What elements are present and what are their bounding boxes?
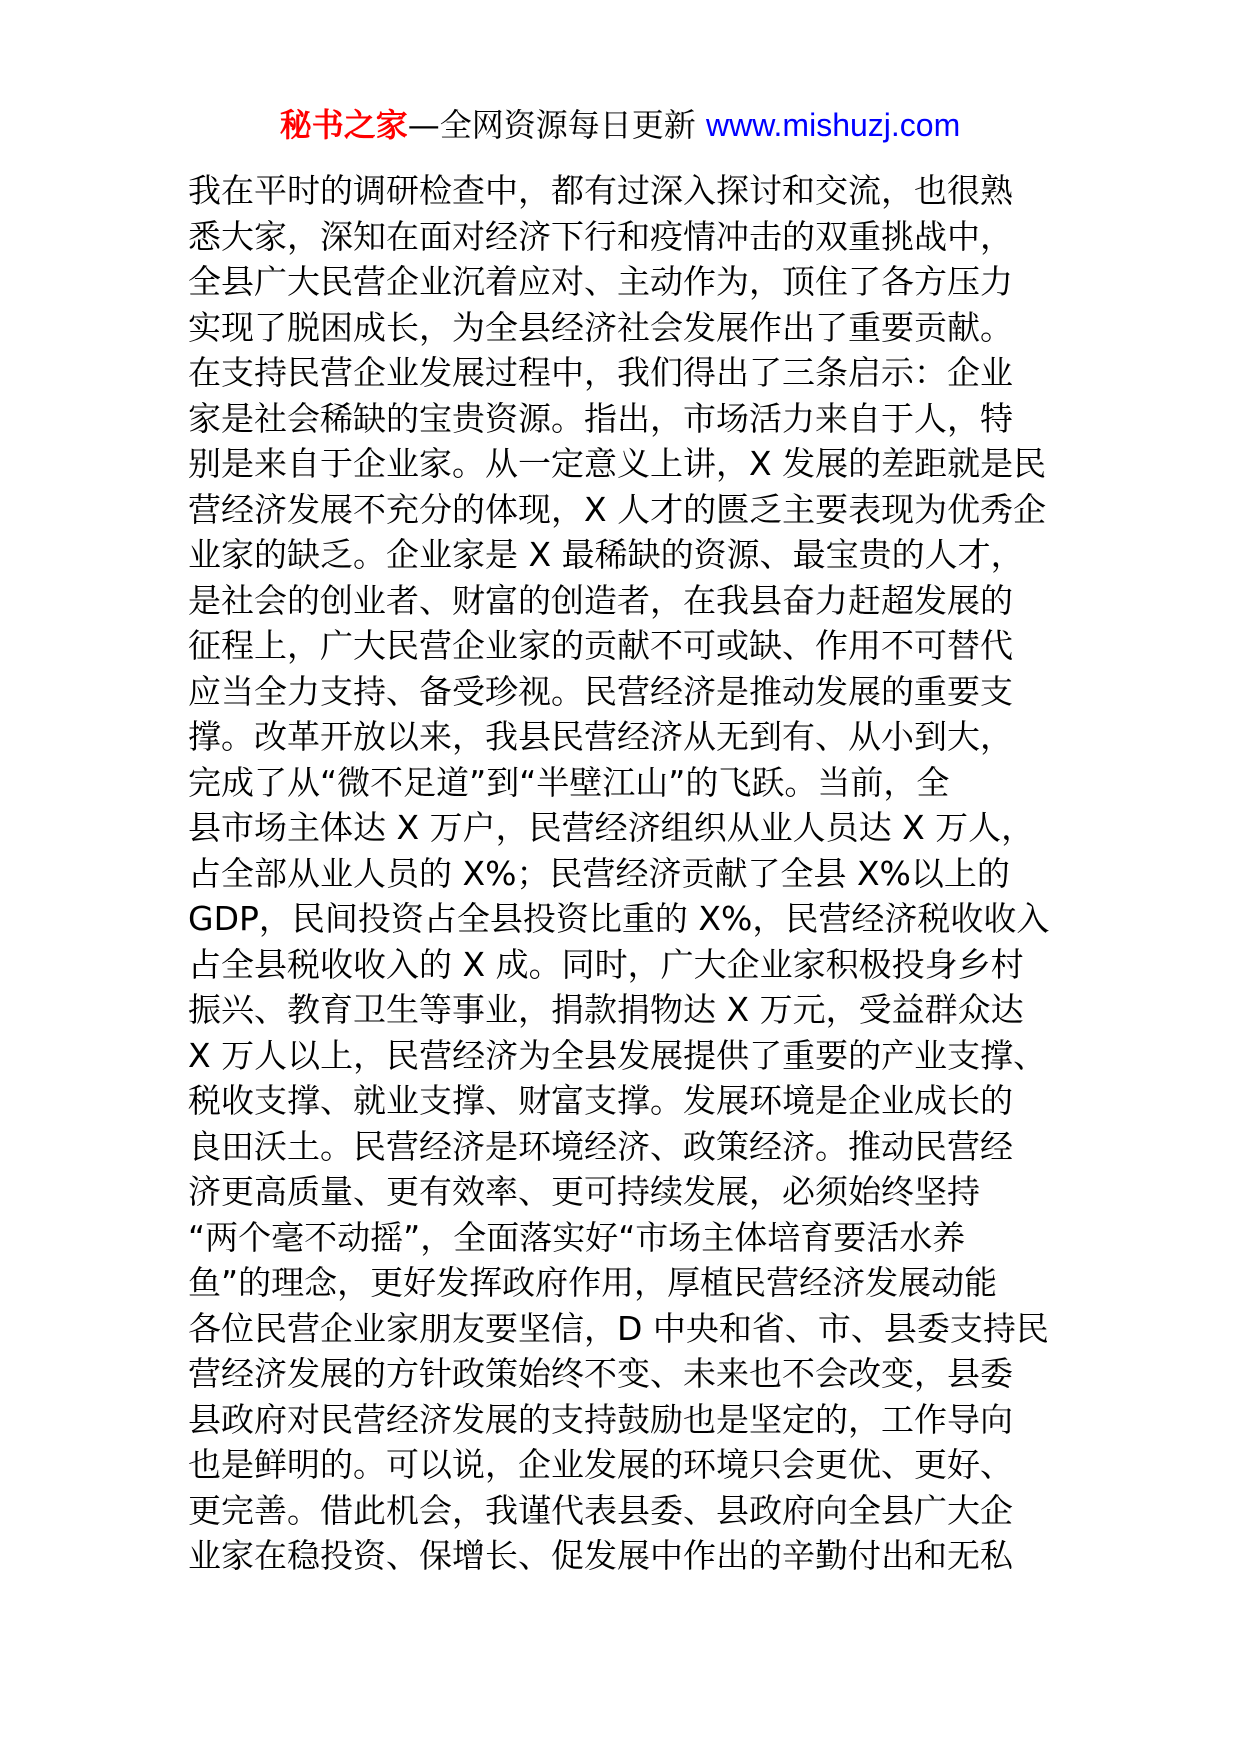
paragraph-line: 振兴、教育卫生等事业，捐款捐物达 X 万元，受益群众达 <box>188 990 1024 1029</box>
paragraph-line: 全县广大民营企业沉着应对、主动作为，顶住了各方压力 <box>188 262 1013 301</box>
paragraph-line: 是社会的创业者、财富的创造者，在我县奋力赶超发展的 <box>188 580 1013 620</box>
brand-name: 秘书之家 <box>279 106 408 144</box>
paragraph-line: 良田沃土。民营经济是环境经济、政策经济。推动民营经 <box>188 1126 1013 1166</box>
paragraph-line: GDP，民间投资占全县投资比重的 X%，民营经济税收收入 <box>188 899 1050 938</box>
paragraph-line: 业家的缺乏。企业家是 X 最稀缺的资源、最宝贵的人才， <box>188 535 1024 574</box>
paragraph-line: 在支持民营企业发展过程中，我们得出了三条启示：企业 <box>188 353 1013 392</box>
paragraph-line: 营经济发展的方针政策始终不变、未来也不会改变，县委 <box>188 1354 1013 1393</box>
paragraph-line: 县市场主体达 X 万户，民营经济组织从业人员达 X 万人， <box>188 808 1035 847</box>
paragraph-line: 也是鲜明的。可以说，企业发展的环境只会更优、更好、 <box>188 1445 1013 1484</box>
paragraph-line: 实现了脱困成长，为全县经济社会发展作出了重要贡献。 <box>188 307 1013 347</box>
paragraph-line: 济更高质量、更有效率、更可持续发展，必须始终坚持 <box>188 1172 980 1211</box>
paragraph-line: 各位民营企业家朋友要坚信，D 中央和省、市、县委支持民 <box>188 1308 1049 1348</box>
paragraph-line: 家是社会稀缺的宝贵资源。指出，市场活力来自于人，特 <box>188 398 1013 438</box>
paragraph-line: 征程上，广大民营企业家的贡献不可或缺、作用不可替代 <box>188 626 1013 665</box>
paragraph-line: X 万人以上，民营经济为全县发展提供了重要的产业支撑、 <box>188 1035 1047 1075</box>
page-header <box>0 102 1240 148</box>
paragraph-line: “两个毫不动摇”，全面落实好“市场主体培育要活水养 <box>188 1217 966 1257</box>
paragraph-line: 业家在稳投资、保增长、促发展中作出的辛勤付出和无私 <box>188 1536 1013 1575</box>
paragraph-line: 税收支撑、就业支撑、财富支撑。发展环境是企业成长的 <box>188 1081 1013 1120</box>
paragraph-line: 县政府对民营经济发展的支持鼓励也是坚定的，工作导向 <box>188 1399 1013 1439</box>
paragraph-line: 完成了从“微不足道”到“半壁江山”的飞跃。当前，全 <box>188 762 950 802</box>
paragraph-line: 占全县税收收入的 X 成。同时，广大企业家积极投身乡村 <box>188 944 1024 984</box>
website-link[interactable]: www.mishuzj.com <box>705 107 961 143</box>
paragraph-line: 撑。改革开放以来，我县民营经济从无到有、从小到大， <box>188 717 1013 756</box>
paragraph-line: 我在平时的调研检查中，都有过深入探讨和交流，也很熟 <box>188 171 1013 210</box>
paragraph-line: 应当全力支持、备受珍视。民营经济是推动发展的重要支 <box>188 671 1013 711</box>
header-tagline: —全网资源每日更新 <box>407 106 696 144</box>
paragraph-line: 鱼”的理念，更好发挥政府作用，厚植民营经济发展动能 <box>188 1263 998 1302</box>
paragraph-line: 营经济发展不充分的体现，X 人才的匮乏主要表现为优秀企 <box>188 489 1047 529</box>
paragraph-line: 悉大家，深知在面对经济下行和疫情冲击的双重挑战中， <box>188 216 1013 256</box>
body-text <box>188 168 1068 1579</box>
paragraph-line: 占全部从业人员的 X%；民营经济贡献了全县 X%以上的 <box>188 853 1010 893</box>
paragraph-line: 别是来自于企业家。从一定意义上讲，X 发展的差距就是民 <box>188 444 1047 483</box>
paragraph-line: 更完善。借此机会，我谨代表县委、县政府向全县广大企 <box>188 1490 1013 1530</box>
